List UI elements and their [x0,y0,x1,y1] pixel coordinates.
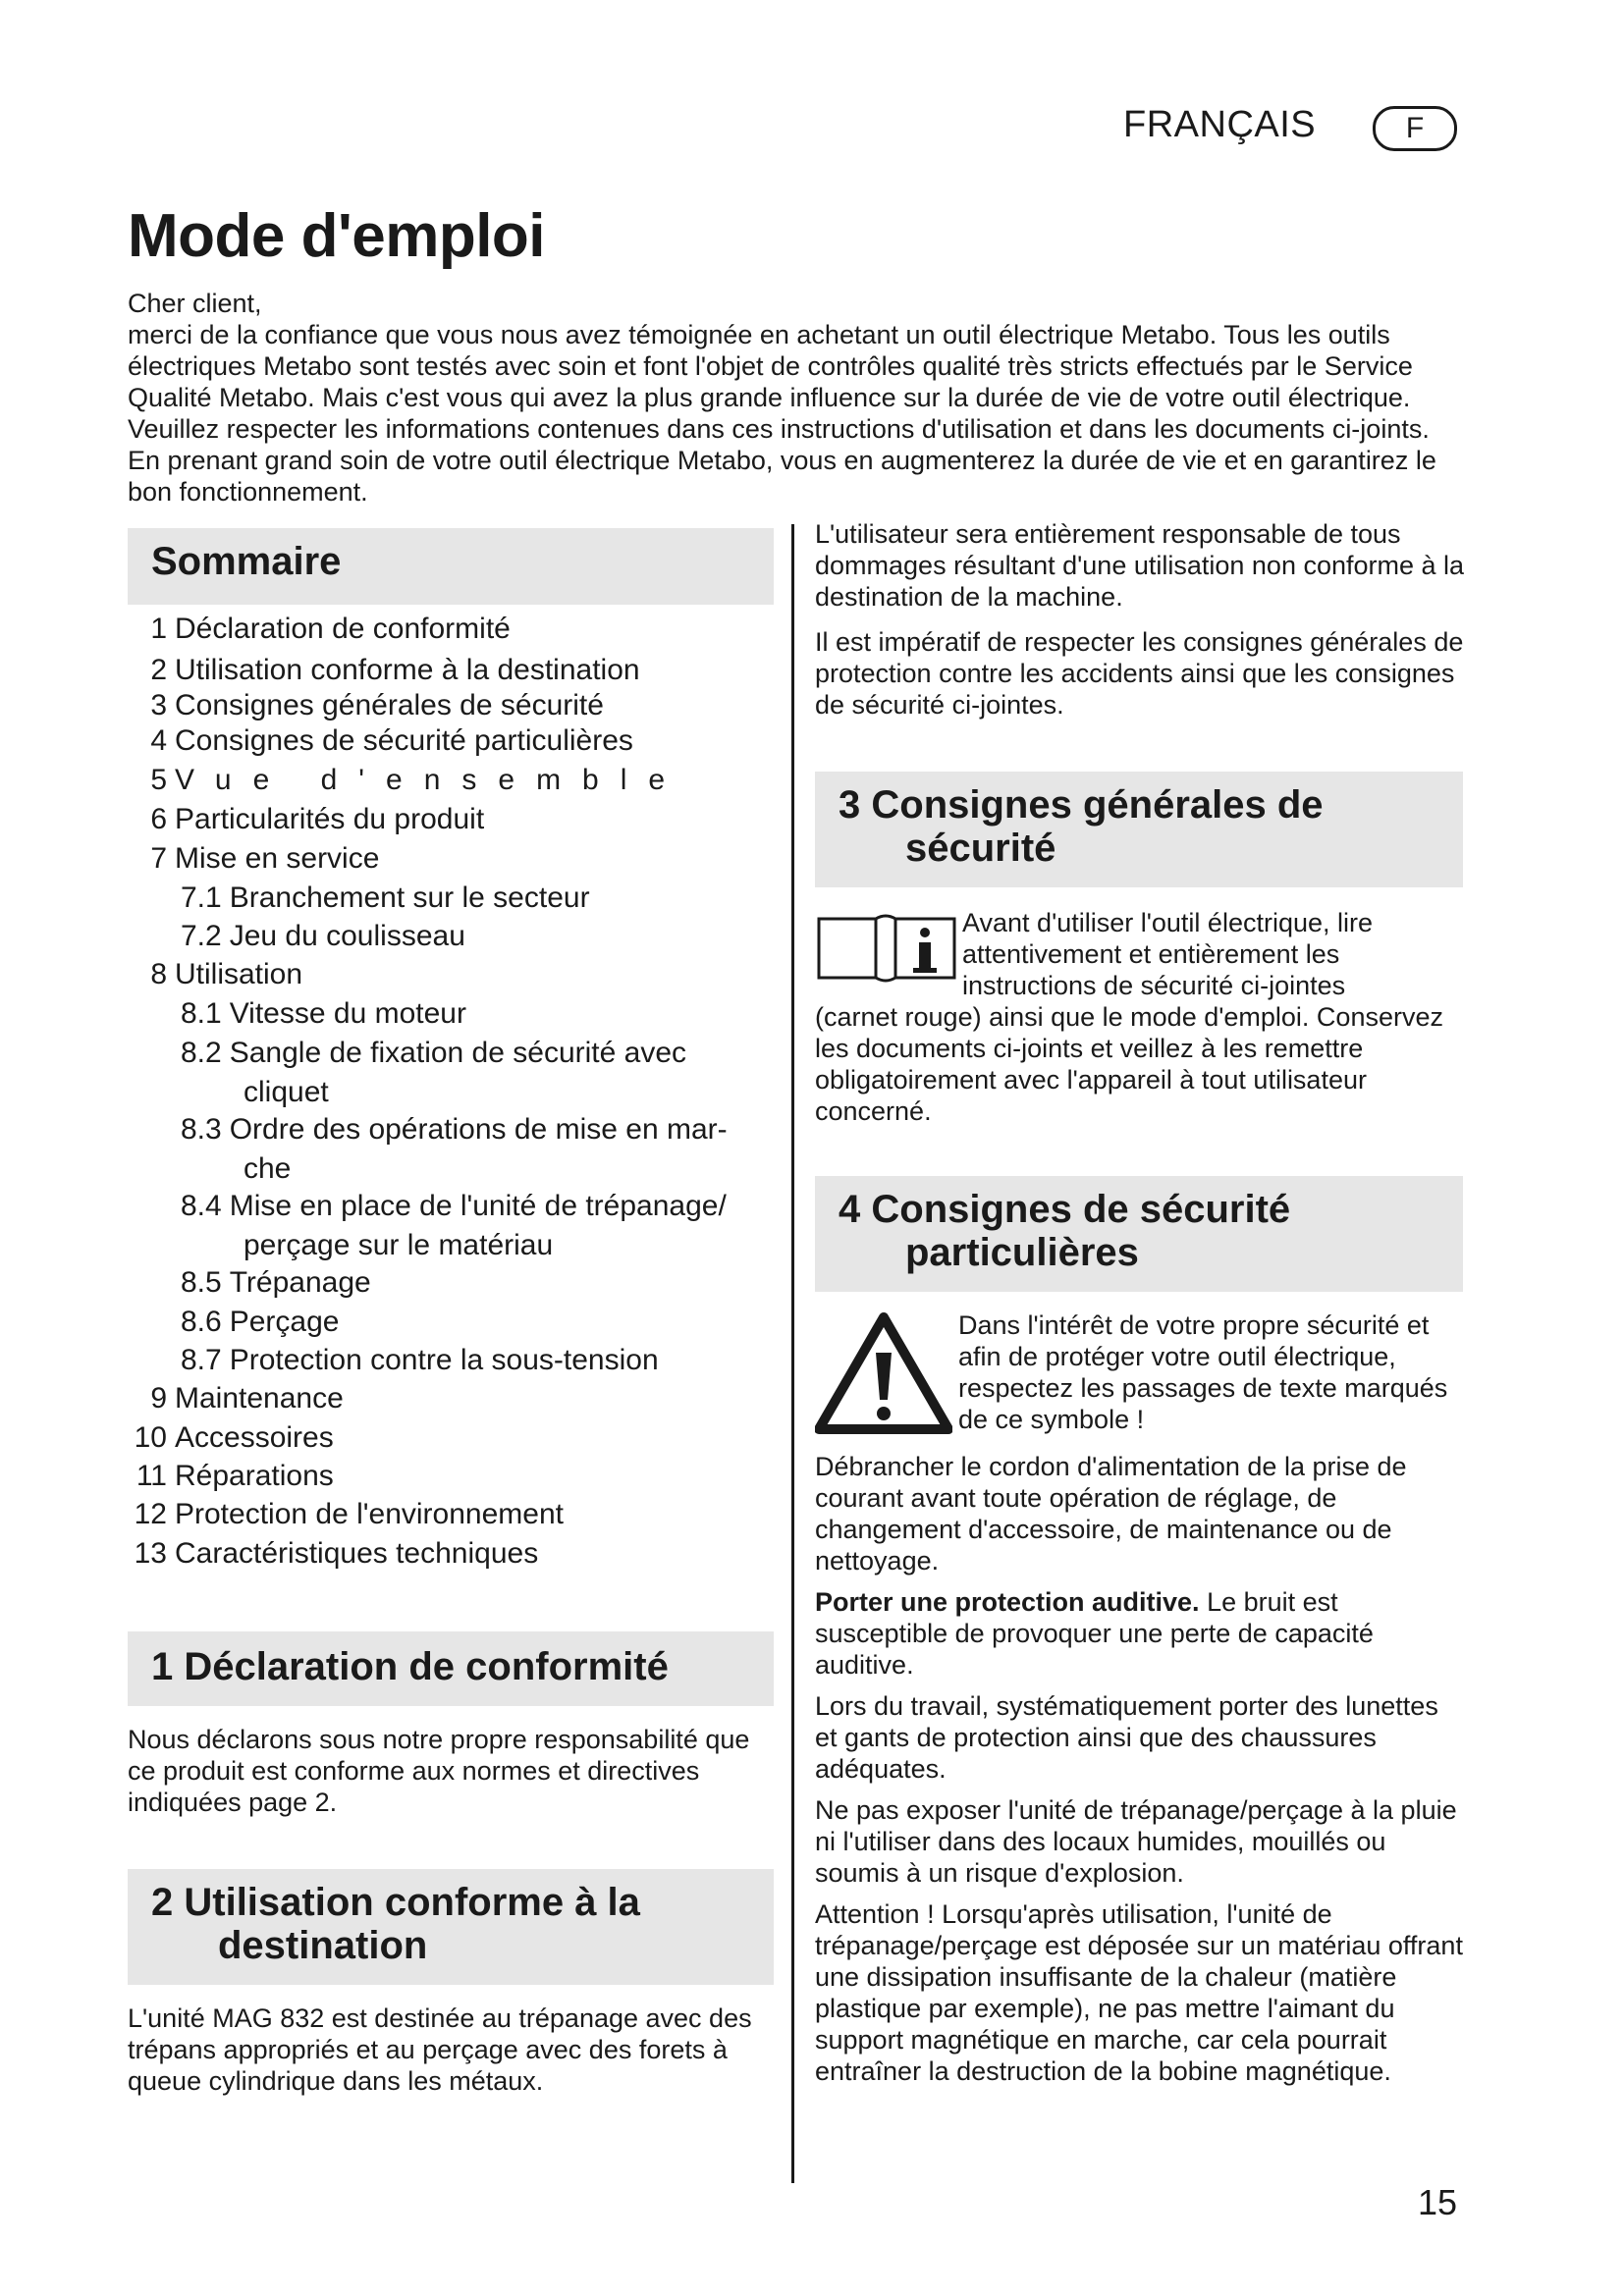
right-intro-body: L'utilisateur sera entièrement responsable de tous dommages résultant d'une utilisation non conforme à la destination de la machine. Il est impératif de respecter les consignes générales de protection contre les accidents ainsi que les consignes de sécurité ci-jointes. [815,519,1465,720]
toc-item[interactable]: 7.1 Branchement sur le secteur [181,881,590,914]
warning-triangle-icon [815,1311,952,1435]
page-number: 15 [1418,2182,1458,2222]
toc-item[interactable]: 8.1 Vitesse du moteur [181,997,466,1030]
toc-item[interactable]: 8.3 Ordre des opérations de mise en mar- che [181,1113,728,1185]
toc-item[interactable]: 8.7 Protection contre la sous-tension [181,1344,659,1376]
intro-greeting: Cher client, [128,289,262,318]
toc-item[interactable]: 1 Déclaration de conformité [150,613,511,645]
toc-item[interactable]: 6 Particularités du produit [150,803,485,835]
section-4-heading: 4 Consignes de sécurité particulières [815,1176,1463,1292]
toc-item[interactable]: 10 Accessoires [134,1421,334,1454]
toc-item[interactable]: 4 Consignes de sécurité particulières [150,724,633,757]
toc-item[interactable]: 8.6 Perçage [181,1306,340,1338]
language-label: FRANÇAIS [1123,104,1317,145]
page-title: Mode d'emploi [128,202,546,270]
section-1-body: Nous déclarons sous notre propre responsabilité que ce produit est conforme aux normes et directives indiquées page 2. [128,1725,750,1817]
section-4-body: Débrancher le cordon d'alimentation de la prise de courant avant toute opération de réglage, de changement d'accessoire, de maintenance ou de nettoyage. Porter une protection auditive. Le bruit est susceptible de provoquer une perte de capacité auditive. Lors du travail, systématiquement porter des lunettes et gants de protection ainsi que des chaussures adéquates. Ne pas exposer l'unité de trépanage/perçage à la pluie ni l'utiliser dans des locaux humides, mouillés ou soumis à un risque d'explosion. Attention ! Lorsqu'après utilisation, l'unité de trépanage/perçage est déposée sur un matériau offrant une dissipation insuffisante de la chaleur (matière plastique par exemple), ne pas mettre l'aimant du support magnétique en marche, car cela pourrait entraîner la destruction de la bobine magnétique. [815,1452,1463,2086]
toc-item[interactable]: 8.5 Trépanage [181,1266,371,1299]
section-4-warning-text: Dans l'intérêt de votre propre sécurité et afin de protéger votre outil électrique, respectez les passages de texte marqués de ce symbole ! [958,1310,1448,1434]
toc-item[interactable]: 11 Réparations [135,1460,334,1492]
toc-item[interactable]: 3 Consignes générales de sécurité [150,689,604,721]
toc-item[interactable]: 13 Caractéristiques techniques [134,1537,539,1570]
column-divider [791,524,794,2183]
section-2-body: L'unité MAG 832 est destinée au trépanage avec des trépans appropriés et au perçage avec des forets à queue cylindrique dans les métaux. [128,2003,752,2096]
toc-item[interactable]: 12 Protection de l'environnement [134,1498,564,1530]
info-book-icon [815,913,958,986]
language-badge: F [1373,106,1457,151]
toc-heading: Sommaire [151,540,342,583]
section-3-body: (carnet rouge) ainsi que le mode d'emploi. Conservez les documents ci-joints et veillez à les remettre obligatoirement avec l'appareil à tout utilisateur concerné. [815,1002,1443,1126]
toc-item[interactable]: 8.4 Mise en place de l'unité de trépanage/ perçage sur le matériau [181,1190,727,1261]
section-1-heading: 1 Déclaration de conformité [128,1631,774,1706]
toc-item[interactable]: 7.2 Jeu du coulisseau [181,920,465,952]
toc-heading-box [128,528,774,605]
toc-item[interactable]: 5 Vue d'ensemble [150,764,687,796]
intro-text: merci de la confiance que vous nous avez témoignée en achetant un outil électrique Metabo. Tous les outils électriques Metabo sont testés avec soin et font l'objet de contrôles qualité très stricts effectués par le Service Qualité Metabo. Mais c'est vous qui avez la plus grande influence sur la durée de vie de votre outil électrique. Veuillez respecter les informations contenues dans ces instructions d'utilisation et dans les documents ci-joints. En prenant grand soin de votre outil électrique Metabo, vous en augmenterez la durée de vie et en garantirez le bon fonctionnement. [128,320,1436,507]
toc-item[interactable]: 2 Utilisation conforme à la destination [150,654,640,686]
section-3-icon-text: Avant d'utiliser l'outil électrique, lire attentivement et entièrement les instructions de sécurité ci-jointes [962,908,1374,1000]
hearing-protection-bold: Porter une protection auditive. [815,1587,1200,1617]
toc-item[interactable]: 8.2 Sangle de fixation de sécurité avec cliquet [181,1037,687,1108]
toc-item[interactable]: 7 Mise en service [150,842,380,875]
intro-paragraph [128,288,1463,507]
section-3-heading: 3 Consignes générales de sécurité [815,772,1463,887]
toc-item[interactable]: 8 Utilisation [150,958,303,990]
toc-item[interactable]: 9 Maintenance [150,1382,344,1415]
section-2-heading: 2 Utilisation conforme à la destination [128,1869,774,1985]
